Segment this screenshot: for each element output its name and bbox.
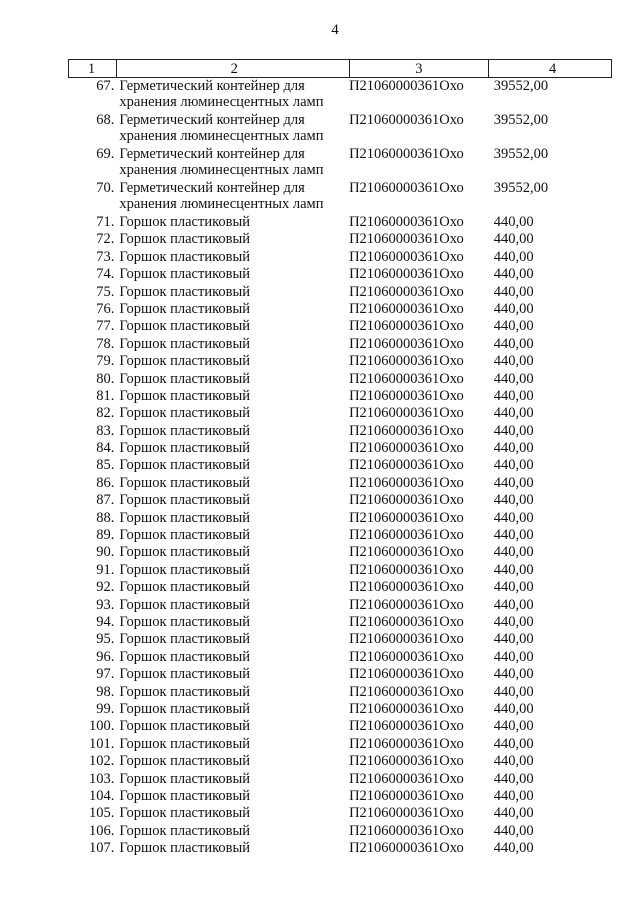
row-number: 79. <box>96 353 115 370</box>
item-cost: 440,00 <box>493 527 534 544</box>
item-name <box>116 284 349 301</box>
item-name-line: Горшок пластиковый <box>119 440 250 457</box>
inventory-code: П21060000361Охо <box>349 283 464 300</box>
inventory-code: П21060000361Охо <box>349 440 464 457</box>
item-cost: 440,00 <box>493 648 534 665</box>
inventory-code: П21060000361Охо <box>349 387 464 404</box>
table-row <box>69 214 612 231</box>
item-cost: 440,00 <box>493 422 534 439</box>
item-cost: 440,00 <box>493 318 534 335</box>
item-cost: 39552,00 <box>493 112 549 128</box>
item-name-line: Горшок пластиковый <box>119 822 250 839</box>
item-name-line: Горшок пластиковый <box>119 579 250 596</box>
item-cost: 440,00 <box>493 492 534 509</box>
table-row <box>69 562 612 579</box>
item-cost: 440,00 <box>493 735 534 752</box>
row-number: 89. <box>96 527 115 544</box>
table-body <box>69 78 612 858</box>
item-cost: 440,00 <box>493 335 534 352</box>
item-name-line: Герметический контейнер для <box>119 78 305 94</box>
item-cost: 440,00 <box>493 840 534 857</box>
item-name-line: Горшок пластиковый <box>119 231 250 248</box>
item-name-line: Горшок пластиковый <box>119 840 250 857</box>
item-name <box>116 823 349 840</box>
inventory-code: П21060000361Охо <box>349 527 464 544</box>
item-name <box>116 718 349 735</box>
item-cost: 440,00 <box>493 266 534 283</box>
item-name-line: Горшок пластиковый <box>119 318 250 335</box>
item-name <box>116 318 349 335</box>
item-cost: 39552,00 <box>493 180 549 196</box>
item-name-line: хранения люминесцентных ламп <box>119 94 324 110</box>
item-name-line: Горшок пластиковый <box>119 370 250 387</box>
table-header <box>69 60 612 78</box>
item-name-line: хранения люминесцентных ламп <box>119 128 324 144</box>
item-name-line: Горшок пластиковый <box>119 387 250 404</box>
row-number: 72. <box>96 231 115 248</box>
item-name <box>116 146 349 180</box>
item-cost: 440,00 <box>493 787 534 804</box>
item-name-line: Горшок пластиковый <box>119 405 250 422</box>
table-row <box>69 180 612 214</box>
item-name <box>116 753 349 770</box>
row-number: 68. <box>96 112 115 128</box>
item-name-line: Горшок пластиковый <box>119 492 250 509</box>
inventory-code: П21060000361Охо <box>349 78 464 94</box>
inventory-code: П21060000361Охо <box>349 544 464 561</box>
row-number: 101. <box>89 735 115 752</box>
item-cost: 440,00 <box>493 631 534 648</box>
table-row <box>69 510 612 527</box>
inventory-code: П21060000361Охо <box>349 648 464 665</box>
table-row <box>69 823 612 840</box>
row-number: 69. <box>96 146 115 162</box>
item-name <box>116 562 349 579</box>
inventory-code: П21060000361Охо <box>349 700 464 717</box>
item-name <box>116 544 349 561</box>
inventory-code: П21060000361Охо <box>349 596 464 613</box>
row-number: 107. <box>89 840 115 857</box>
inventory-code: П21060000361Охо <box>349 613 464 630</box>
inventory-code: П21060000361Охо <box>349 214 464 230</box>
row-number: 103. <box>89 770 115 787</box>
item-name-line: Горшок пластиковый <box>119 422 250 439</box>
row-number: 80. <box>96 370 115 387</box>
item-name-line: Горшок пластиковый <box>119 770 250 787</box>
item-name <box>116 231 349 248</box>
row-number: 81. <box>96 387 115 404</box>
item-name-line: Герметический контейнер для <box>119 146 305 162</box>
item-name-line: Герметический контейнер для <box>119 180 305 196</box>
row-number: 105. <box>89 805 115 822</box>
inventory-code: П21060000361Охо <box>349 492 464 509</box>
item-name-line: Горшок пластиковый <box>119 700 250 717</box>
item-cost: 440,00 <box>493 214 534 230</box>
item-name <box>116 266 349 283</box>
table-row <box>69 353 612 370</box>
item-name <box>116 597 349 614</box>
item-cost: 440,00 <box>493 805 534 822</box>
item-name <box>116 684 349 701</box>
item-name <box>116 475 349 492</box>
table-row <box>69 788 612 805</box>
table-row <box>69 649 612 666</box>
item-cost: 440,00 <box>493 596 534 613</box>
row-number: 88. <box>96 509 115 526</box>
item-name-line: Горшок пластиковый <box>119 283 250 300</box>
item-name-line: хранения люминесцентных ламп <box>119 162 324 178</box>
item-name-line: Горшок пластиковый <box>119 648 250 665</box>
table-row <box>69 112 612 146</box>
item-name-line: Горшок пластиковый <box>119 300 250 317</box>
row-number: 90. <box>96 544 115 561</box>
item-name <box>116 614 349 631</box>
table-row <box>69 78 612 113</box>
inventory-code: П21060000361Охо <box>349 457 464 474</box>
row-number: 96. <box>96 648 115 665</box>
item-cost: 440,00 <box>493 509 534 526</box>
item-name <box>116 771 349 788</box>
item-cost: 39552,00 <box>493 146 549 162</box>
item-name <box>116 649 349 666</box>
item-name-line: Горшок пластиковый <box>119 683 250 700</box>
inventory-code: П21060000361Охо <box>349 840 464 857</box>
table-row <box>69 597 612 614</box>
row-number: 85. <box>96 457 115 474</box>
item-cost: 440,00 <box>493 666 534 683</box>
item-name <box>116 457 349 474</box>
item-name <box>116 78 349 113</box>
column-header-4: 4 <box>489 60 612 78</box>
item-cost: 440,00 <box>493 683 534 700</box>
item-name <box>116 214 349 231</box>
item-name-line: Горшок пластиковый <box>119 457 250 474</box>
item-cost: 440,00 <box>493 353 534 370</box>
row-number: 100. <box>89 718 115 735</box>
item-name <box>116 666 349 683</box>
inventory-code: П21060000361Охо <box>349 683 464 700</box>
inventory-code: П21060000361Охо <box>349 180 464 196</box>
table-row <box>69 336 612 353</box>
table-row <box>69 284 612 301</box>
row-number: 93. <box>96 596 115 613</box>
row-number: 97. <box>96 666 115 683</box>
table-row <box>69 301 612 318</box>
item-name-line: Горшок пластиковый <box>119 735 250 752</box>
table-row <box>69 475 612 492</box>
header-row <box>69 60 612 78</box>
item-cost: 440,00 <box>493 231 534 248</box>
item-name-line: Горшок пластиковый <box>119 787 250 804</box>
table-row <box>69 771 612 788</box>
table-row <box>69 544 612 561</box>
row-number: 74. <box>96 266 115 283</box>
item-cost: 440,00 <box>493 561 534 578</box>
inventory-code: П21060000361Охо <box>349 561 464 578</box>
table-row <box>69 318 612 335</box>
inventory-code: П21060000361Охо <box>349 335 464 352</box>
item-cost: 440,00 <box>493 822 534 839</box>
item-name-line: Горшок пластиковый <box>119 613 250 630</box>
table-row <box>69 718 612 735</box>
row-number: 75. <box>96 283 115 300</box>
item-name <box>116 440 349 457</box>
row-number: 82. <box>96 405 115 422</box>
table-row <box>69 736 612 753</box>
table-row <box>69 266 612 283</box>
item-name-line: Горшок пластиковый <box>119 805 250 822</box>
table-row <box>69 440 612 457</box>
item-cost: 440,00 <box>493 474 534 491</box>
column-header-2: 2 <box>116 60 349 78</box>
item-name <box>116 180 349 214</box>
item-name <box>116 736 349 753</box>
item-cost: 440,00 <box>493 613 534 630</box>
item-name-line: Горшок пластиковый <box>119 214 250 230</box>
item-cost: 440,00 <box>493 753 534 770</box>
item-name <box>116 788 349 805</box>
item-name <box>116 423 349 440</box>
item-cost: 440,00 <box>493 700 534 717</box>
item-name-line: Горшок пластиковый <box>119 266 250 283</box>
item-cost: 440,00 <box>493 248 534 265</box>
inventory-code: П21060000361Охо <box>349 822 464 839</box>
row-number: 76. <box>96 300 115 317</box>
item-cost: 440,00 <box>493 283 534 300</box>
row-number: 91. <box>96 561 115 578</box>
item-name-line: Горшок пластиковый <box>119 544 250 561</box>
row-number: 87. <box>96 492 115 509</box>
row-number: 71. <box>96 214 115 230</box>
item-cost: 440,00 <box>493 579 534 596</box>
inventory-code: П21060000361Охо <box>349 718 464 735</box>
row-number: 95. <box>96 631 115 648</box>
row-number: 83. <box>96 422 115 439</box>
item-name-line: Горшок пластиковый <box>119 335 250 352</box>
item-name <box>116 527 349 544</box>
row-number: 106. <box>89 822 115 839</box>
item-cost: 440,00 <box>493 718 534 735</box>
table-row <box>69 614 612 631</box>
item-cost: 440,00 <box>493 770 534 787</box>
item-name-line: Горшок пластиковый <box>119 631 250 648</box>
inventory-code: П21060000361Охо <box>349 318 464 335</box>
inventory-code: П21060000361Охо <box>349 509 464 526</box>
row-number: 92. <box>96 579 115 596</box>
item-name-line: Горшок пластиковый <box>119 353 250 370</box>
table-row <box>69 492 612 509</box>
item-name-line: Горшок пластиковый <box>119 474 250 491</box>
inventory-code: П21060000361Охо <box>349 735 464 752</box>
inventory-code: П21060000361Охо <box>349 405 464 422</box>
row-number: 70. <box>96 180 115 196</box>
table-row <box>69 388 612 405</box>
table-row <box>69 579 612 596</box>
column-header-1: 1 <box>69 60 117 78</box>
item-name <box>116 388 349 405</box>
inventory-code: П21060000361Охо <box>349 579 464 596</box>
row-number: 102. <box>89 753 115 770</box>
item-name <box>116 840 349 857</box>
table-row <box>69 146 612 180</box>
item-name <box>116 249 349 266</box>
table-row <box>69 371 612 388</box>
item-cost: 39552,00 <box>493 78 549 94</box>
table-row <box>69 231 612 248</box>
inventory-code: П21060000361Охо <box>349 770 464 787</box>
item-name-line: Горшок пластиковый <box>119 596 250 613</box>
row-number: 67. <box>96 78 115 94</box>
row-number: 86. <box>96 474 115 491</box>
table-row <box>69 631 612 648</box>
table-row <box>69 405 612 422</box>
row-number: 99. <box>96 700 115 717</box>
item-name <box>116 492 349 509</box>
table-row <box>69 457 612 474</box>
table-row <box>69 249 612 266</box>
inventory-code: П21060000361Охо <box>349 666 464 683</box>
inventory-code: П21060000361Охо <box>349 805 464 822</box>
row-number: 94. <box>96 613 115 630</box>
item-name-line: Горшок пластиковый <box>119 753 250 770</box>
item-cost: 440,00 <box>493 457 534 474</box>
table-row <box>69 666 612 683</box>
inventory-code: П21060000361Охо <box>349 753 464 770</box>
item-name <box>116 510 349 527</box>
table-row <box>69 527 612 544</box>
inventory-code: П21060000361Охо <box>349 231 464 248</box>
item-cost: 440,00 <box>493 370 534 387</box>
table-row <box>69 423 612 440</box>
item-name <box>116 301 349 318</box>
item-name <box>116 579 349 596</box>
item-name <box>116 112 349 146</box>
inventory-code: П21060000361Охо <box>349 300 464 317</box>
item-name-line: хранения люминесцентных ламп <box>119 196 324 212</box>
table-row <box>69 701 612 718</box>
inventory-code: П21060000361Охо <box>349 370 464 387</box>
row-number: 73. <box>96 248 115 265</box>
item-name <box>116 336 349 353</box>
inventory-code: П21060000361Охо <box>349 248 464 265</box>
item-name-line: Горшок пластиковый <box>119 718 250 735</box>
item-cost: 440,00 <box>493 405 534 422</box>
item-name <box>116 371 349 388</box>
inventory-code: П21060000361Охо <box>349 266 464 283</box>
table-row <box>69 753 612 770</box>
inventory-code: П21060000361Охо <box>349 787 464 804</box>
item-name <box>116 701 349 718</box>
row-number: 78. <box>96 335 115 352</box>
column-header-3: 3 <box>349 60 489 78</box>
item-name-line: Горшок пластиковый <box>119 509 250 526</box>
inventory-code: П21060000361Охо <box>349 422 464 439</box>
item-name <box>116 353 349 370</box>
row-number: 84. <box>96 440 115 457</box>
item-cost: 440,00 <box>493 300 534 317</box>
item-name-line: Горшок пластиковый <box>119 666 250 683</box>
inventory-code: П21060000361Охо <box>349 112 464 128</box>
inventory-code: П21060000361Охо <box>349 353 464 370</box>
row-number: 104. <box>89 787 115 804</box>
item-cost: 440,00 <box>493 387 534 404</box>
table-row <box>69 684 612 701</box>
inventory-table <box>68 59 612 857</box>
page-number: 4 <box>331 22 339 38</box>
inventory-code: П21060000361Охо <box>349 146 464 162</box>
item-name <box>116 805 349 822</box>
row-number: 77. <box>96 318 115 335</box>
table-row <box>69 805 612 822</box>
item-name-line: Герметический контейнер для <box>119 112 305 128</box>
item-name-line: Горшок пластиковый <box>119 527 250 544</box>
item-name <box>116 405 349 422</box>
table-row <box>69 840 612 857</box>
item-name-line: Горшок пластиковый <box>119 561 250 578</box>
inventory-code: П21060000361Охо <box>349 631 464 648</box>
inventory-code: П21060000361Охо <box>349 474 464 491</box>
row-number: 98. <box>96 683 115 700</box>
item-name-line: Горшок пластиковый <box>119 248 250 265</box>
item-cost: 440,00 <box>493 544 534 561</box>
item-name <box>116 631 349 648</box>
item-cost: 440,00 <box>493 440 534 457</box>
